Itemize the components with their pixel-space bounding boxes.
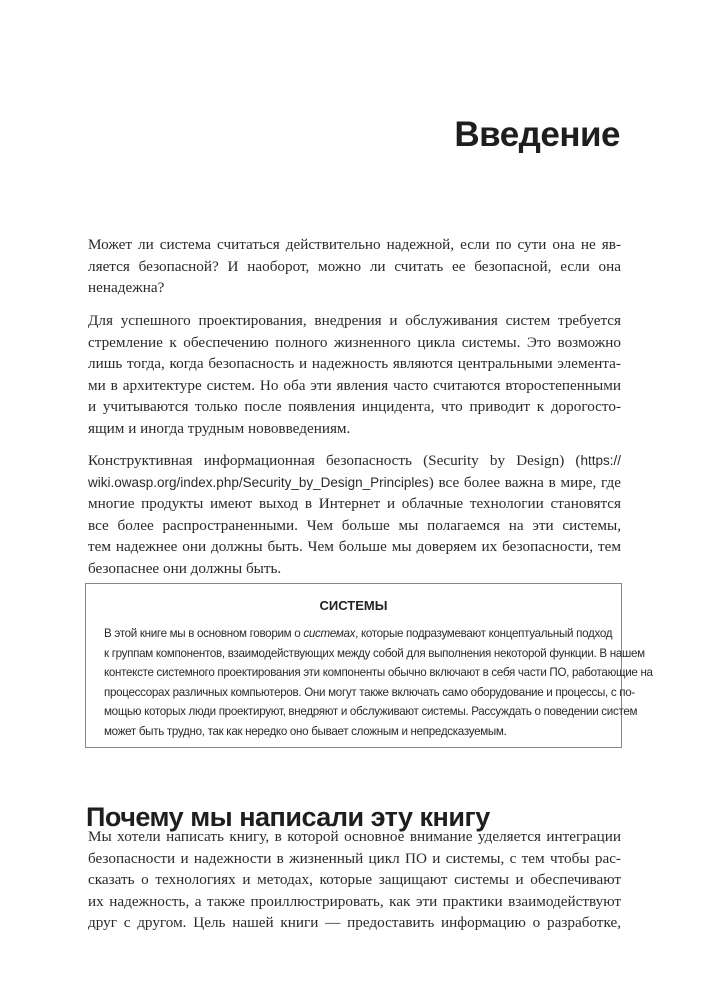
text-line: Может ли система считаться действительно надежной, если по сути она не яв- bbox=[88, 236, 621, 253]
owasp-link[interactable]: https:// bbox=[580, 453, 621, 468]
text-line: их надежность, а также проиллюстрировать, как эти практики взаимодействуют bbox=[88, 892, 621, 910]
text-line: Мы хотели написать книгу, в которой основное внимание уделяется интеграции bbox=[88, 828, 621, 845]
text-line: сказать о технологиях и методах, которые защищают системы и обеспечивают bbox=[88, 871, 621, 888]
text-line: может быть трудно, так как нередко оно бывает сложным и непредсказуемым. bbox=[104, 724, 507, 738]
section-paragraph bbox=[88, 826, 621, 934]
text-line: безопасности и надежности в жизненный цикл ПО и системы, с тем чтобы рас- bbox=[88, 849, 621, 867]
text-line: Для успешного проектирования, внедрения и обслуживания систем требуется bbox=[88, 312, 621, 329]
text-line: стремление к обеспечению полного жизненного цикла системы. Это возможно bbox=[88, 333, 621, 351]
text-line: тем надежнее они должны быть. Чем больше мы доверяем их безопасности, тем bbox=[88, 538, 621, 555]
text-line: ляется безопасной? И наоборот, можно ли считать ее безопасной, если она bbox=[88, 257, 621, 275]
text-line: мощью которых люди проектируют, внедряют и обслуживают системы. Рассуждать о поведении систем bbox=[104, 705, 638, 718]
text-line bbox=[88, 472, 621, 494]
text-span: , которые подразумевают концептуальный подход bbox=[355, 627, 613, 640]
text-line bbox=[88, 450, 621, 472]
text-span: Конструктивная информационная безопасность (Security by Design) ( bbox=[88, 452, 581, 469]
text-line: все более распространенными. Чем больше мы полагаемся на эти системы, bbox=[88, 516, 621, 534]
text-line: и учитываются только после появления инцидента, что приводит к дорогосто- bbox=[88, 398, 621, 415]
sidebar-title: СИСТЕМЫ bbox=[319, 598, 388, 613]
text-line: ящим и иногда трудным нововведениям. bbox=[88, 419, 351, 437]
paragraph-2 bbox=[88, 310, 621, 439]
chapter-title: Введение bbox=[454, 115, 620, 155]
paragraph-1 bbox=[88, 234, 621, 299]
text-line: многие продукты имеют выход в Интернет и облачные технологии становятся bbox=[88, 495, 621, 512]
paragraph-3 bbox=[88, 450, 621, 579]
sidebar-body bbox=[104, 624, 653, 741]
text-line: к группам компонентов, взаимодействующих между собой для выполнения некоторой функции. В нашем bbox=[104, 646, 645, 660]
text-line: друг с другом. Цель нашей книги — предоставить информацию о разработке, bbox=[88, 914, 621, 931]
text-line: лишь тогда, когда безопасность и надежность являются центральными элемента- bbox=[88, 355, 621, 372]
text-span: В этой книге мы в основном говорим о bbox=[104, 627, 304, 640]
text-line bbox=[104, 624, 613, 644]
text-line: контексте системного проектирования эти компоненты обычно включают в себя части ПО, работающие на bbox=[104, 666, 653, 679]
emphasis: системах bbox=[303, 627, 356, 640]
text-line: безопаснее они должны быть. bbox=[88, 559, 282, 577]
sidebar-box bbox=[85, 583, 653, 748]
section-heading: Почему мы написали эту книгу bbox=[86, 802, 490, 833]
text-line: процессорах различных компьютеров. Они могут также включать само оборудование и процессы, с по- bbox=[104, 685, 635, 699]
owasp-link[interactable]: wiki.owasp.org/index.php/Security_by_Design_Principles bbox=[88, 474, 429, 490]
text-line: ми в архитектуре систем. Но оба эти явления часто считаются второстепенными bbox=[88, 376, 621, 394]
text-line: ненадежна? bbox=[88, 279, 165, 296]
text-span: ) все более важна в мире, где bbox=[428, 473, 621, 491]
